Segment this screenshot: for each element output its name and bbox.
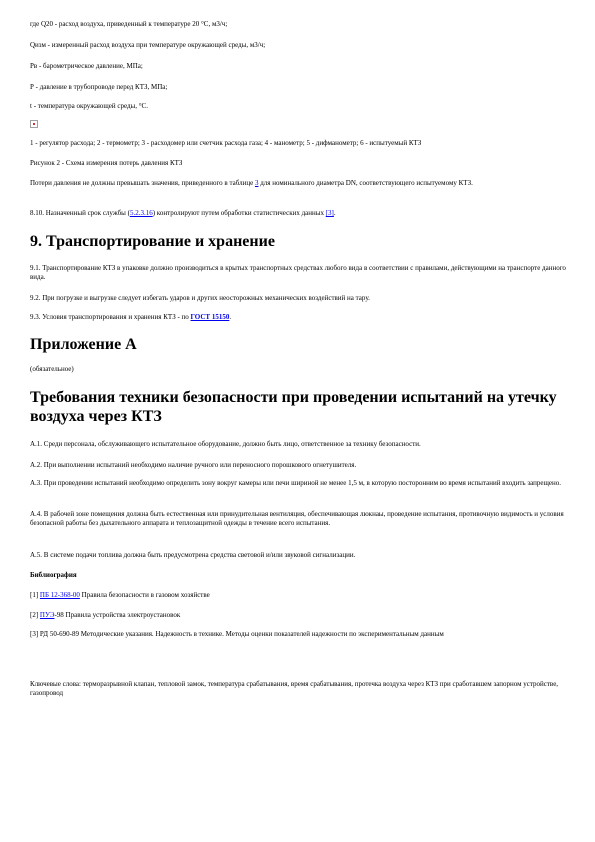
- definition-t: t - температура окружающей среды, °С.: [30, 102, 148, 110]
- pb-12-368-00-link[interactable]: ПБ 12-368-00: [39, 591, 80, 599]
- paragraph-a3: А.3. При проведении испытаний необходимо определить зону вокруг камеры или печи шириной не менее 1,5 м, в которую посторонним во время испытаний входить запрещено.: [30, 479, 561, 487]
- paragraph-a5: А.5. В системе подачи топлива должна быть предусмотрена средства световой и/или звуковой сигнализации.: [30, 551, 356, 559]
- keywords: Ключевые слова: терморазрывной клапан, тепловой замок, температура срабатывания, время срабатывания, протечка воздуха через КТЗ при сработавшем запорном устройстве, газопровод: [30, 680, 559, 697]
- reference-3-link[interactable]: [3]: [325, 209, 334, 217]
- annex-status: (обязательное): [30, 365, 74, 373]
- annex-a-heading: Требования техники безопасности при проведении испытаний на утечку воздуха через КТЗ: [30, 389, 557, 425]
- section-9-heading: 9. Транспортирование и хранение: [30, 233, 275, 250]
- pue-link[interactable]: ПУЭ: [39, 611, 55, 619]
- paragraph-8-10: 8.10. Назначенный срок службы (5.2.3.16) контролируют путем обработки статистических данных [3].: [30, 209, 336, 217]
- table-3-link[interactable]: 3: [254, 179, 259, 187]
- figure-legend: 1 - регулятор расхода; 2 - термометр; 3 - расходомер или счетчик расхода газа; 4 - манометр; 5 - дифманометр; 6 - испытуемый КТЗ: [30, 139, 422, 147]
- figure-caption: Рисунок 2 - Схема измерения потерь давления КТЗ: [30, 159, 183, 167]
- clause-5-2-3-16-link[interactable]: 5.2.3.16: [129, 209, 153, 217]
- bibliography-item: [3] РД 50-690-89 Методические указания. Надежность в технике. Методы оценки показателей надежности по экспериментальным данным: [30, 630, 444, 638]
- paragraph-a4: А.4. В рабочей зоне помещения должна быть естественная или принудительная вентиляция, обеспечивающая люкнаы, проведение испытания, противочную видимость и условия безопасной работы без дыхательного аппарата и теплозащитной одежды в течение всего испытания.: [30, 510, 564, 527]
- bibliography-title: Библиография: [30, 571, 77, 579]
- bibliography-item: [1] ПБ 12-368-00 Правила безопасности в газовом хозяйстве: [30, 591, 210, 599]
- paragraph-9-2: 9.2. При погрузке и выгрузке следует избегать ударов и других неосторожных механических воздействий на тару.: [30, 294, 370, 302]
- gost-15150-link[interactable]: ГОСТ 15150: [190, 313, 230, 321]
- definition-qizm: Qизм - измеренный расход воздуха при температуре окружающей среды, м3/ч;: [30, 41, 266, 49]
- paragraph-a2: А.2. При выполнении испытаний необходимо наличие ручного или переносного порошкового огнетушителя.: [30, 461, 357, 469]
- paragraph-a1: А.1. Среди персонала, обслуживающего испытательное оборудование, должно быть лицо, ответственное за технику безопасности.: [30, 440, 421, 448]
- pressure-loss-paragraph: Потери давления не должны превышать значения, приведенного в таблице 3 для номинального диаметра DN, соответствующего испытуемому КТЗ.: [30, 179, 473, 187]
- definition-q20: где Q20 - расход воздуха, приведенный к температуре 20 °С, м3/ч;: [30, 20, 228, 28]
- paragraph-9-1: 9.1. Транспортирование КТЗ в упаковке должно производиться в крытых транспортных средствах любого вида в соответствии с правилами, действующими на транспорте данного вида.: [30, 264, 566, 281]
- definition-pb: Рв - барометрическое давление, МПа;: [30, 62, 143, 70]
- annex-a-title: Приложение А: [30, 336, 137, 353]
- broken-image-icon: [30, 120, 38, 128]
- bibliography-item: [2] ПУЭ-98 Правила устройства электроустановок: [30, 611, 181, 619]
- definition-p: Р - давление в трубопроводе перед КТЗ, МПа;: [30, 83, 168, 91]
- paragraph-9-3: 9.3. Условия транспортирования и хранения КТЗ - по ГОСТ 15150.: [30, 313, 232, 321]
